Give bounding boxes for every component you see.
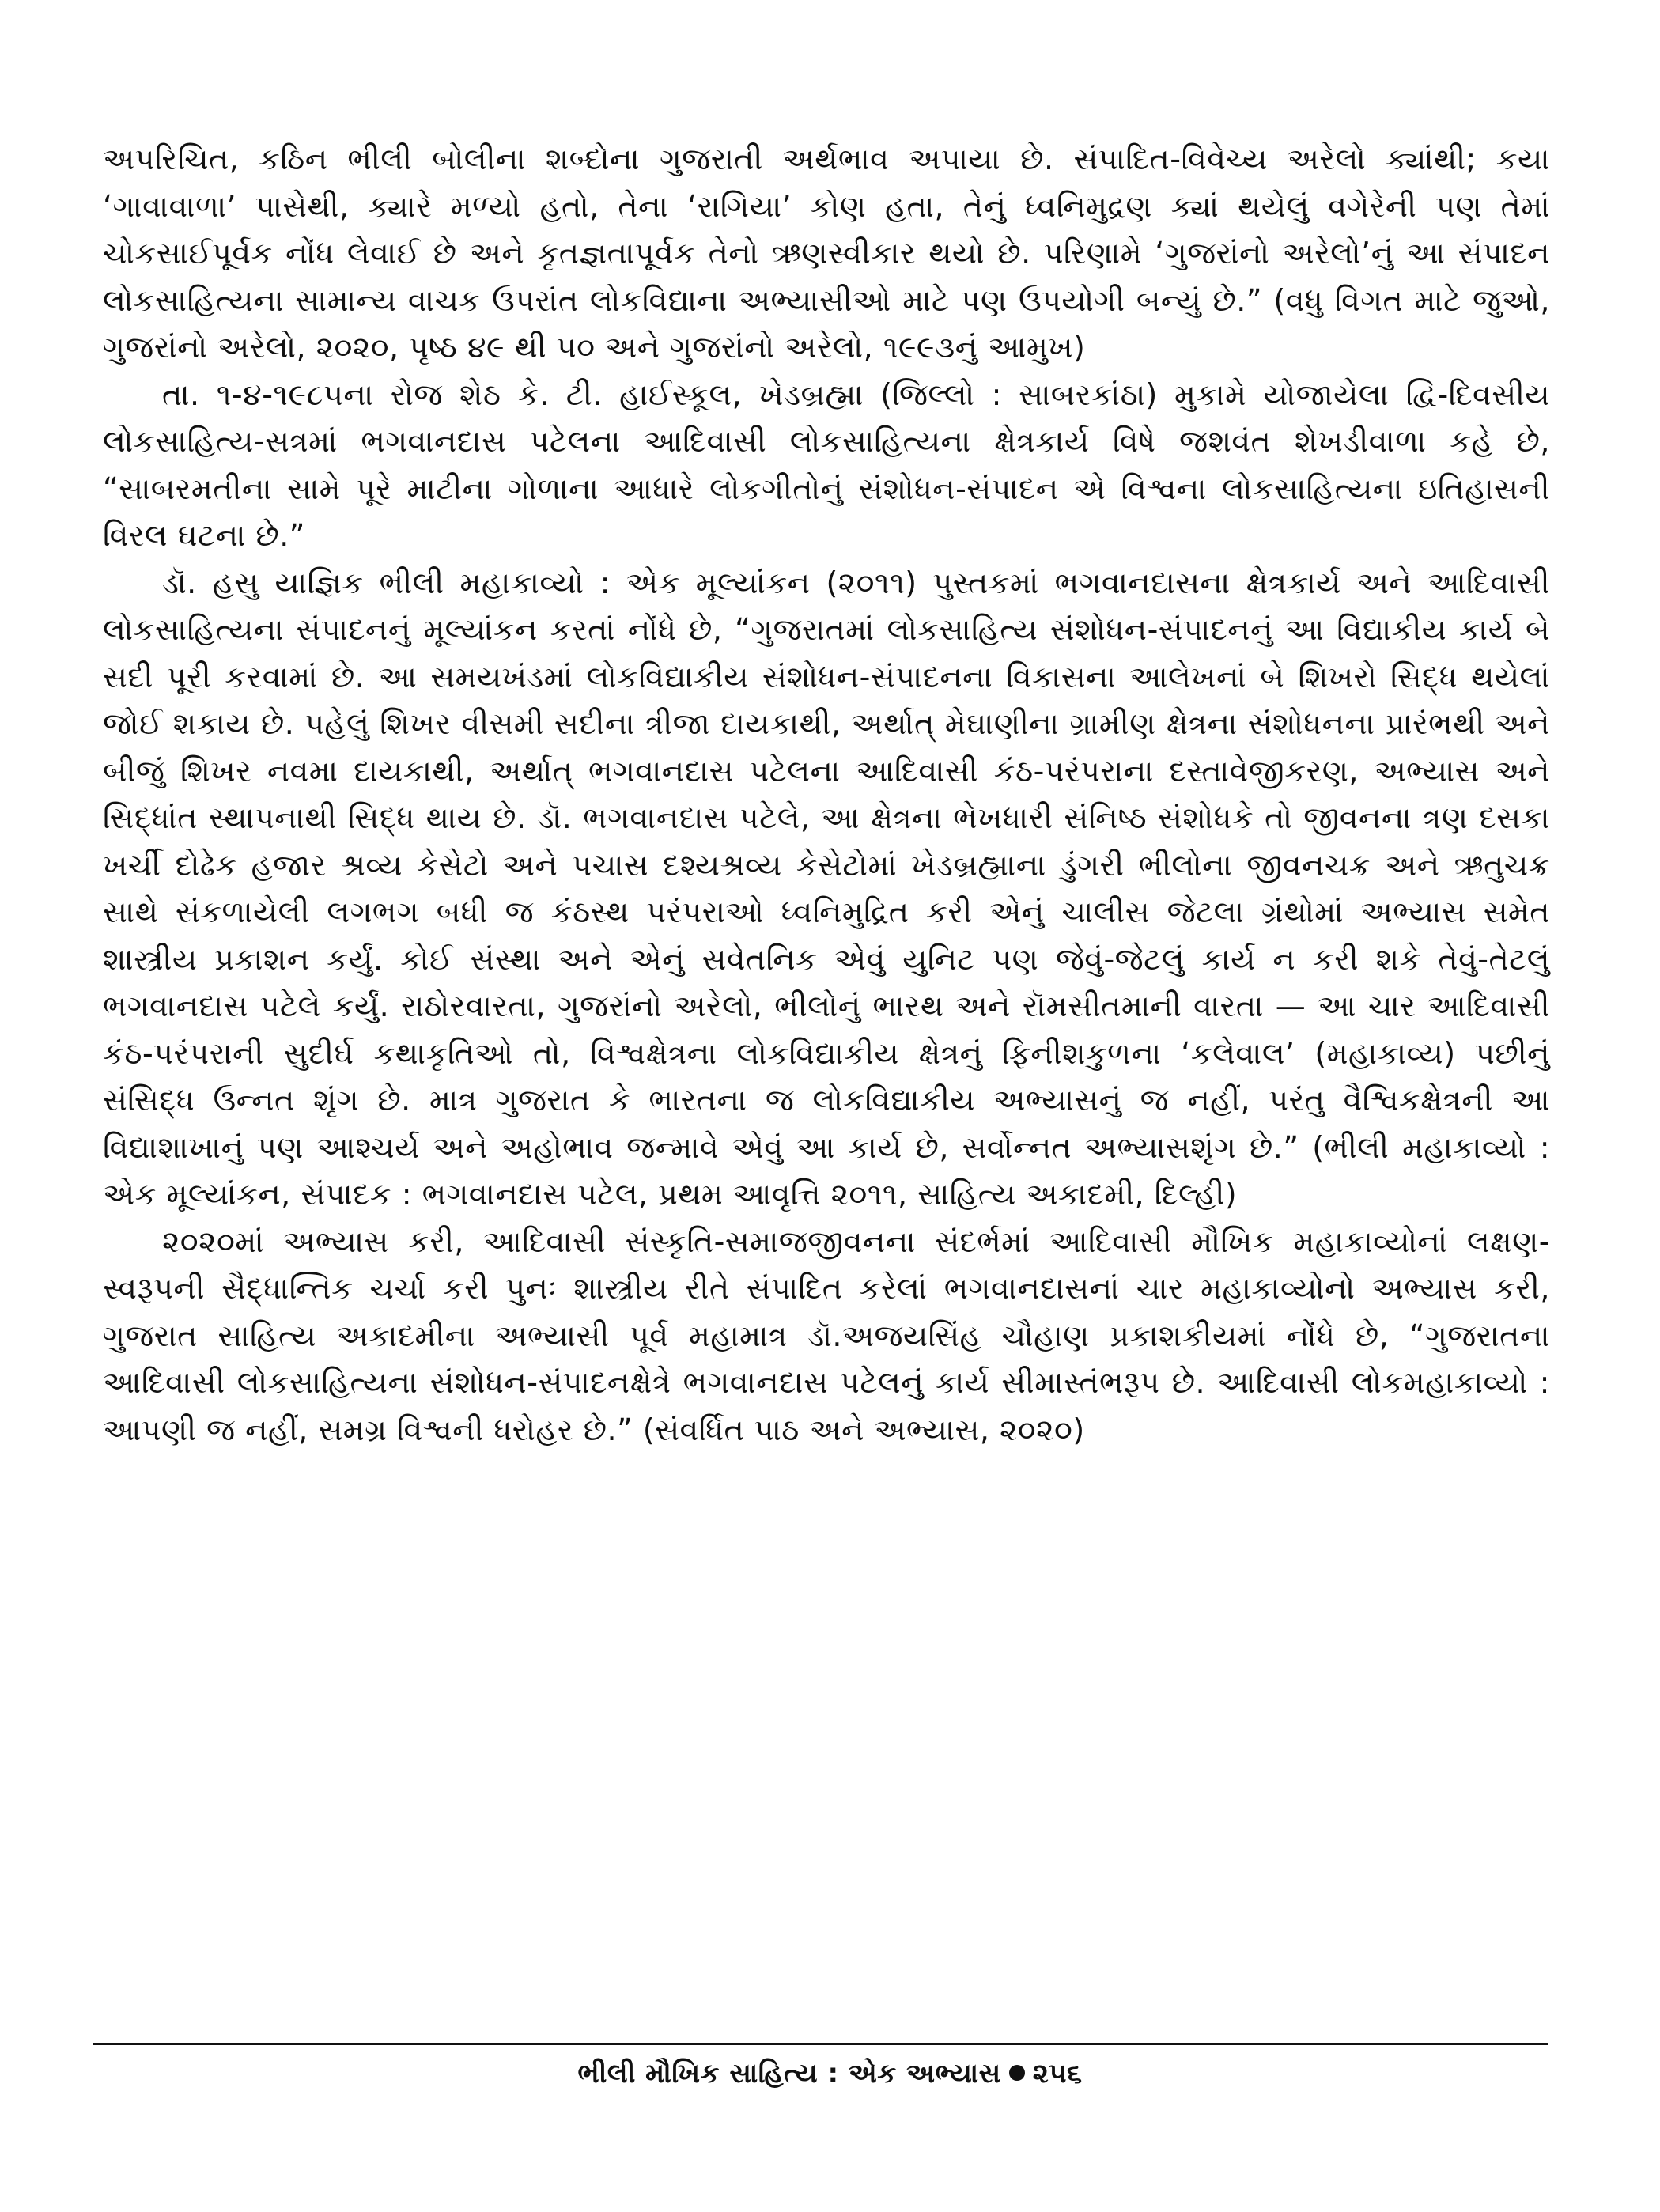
page-number: ૨૫૬ — [1032, 2058, 1083, 2089]
page-footer — [0, 2058, 1660, 2089]
body-text — [103, 136, 1550, 1454]
paragraph-shekhdiwala-quote: તા. ૧-૪-૧૯૮૫ના રોજ શેઠ કે. ટી. હાઈસ્કૂલ, ખેડબ્રહ્મા (જિલ્લો : સાબરકાંઠા) મુકામે યોજાયેલા દ્વિ-દિવસીય લોકસાહિત્ય-સત્રમાં ભગવાનદાસ પટેલના આદિવાસી લોકસાહિત્યના ક્ષેત્રકાર્ય વિષે જશવંત શેખડીવાળા કહે છે, “સાબરમતીના સામે પૂરે માટીના ગોળાના આધારે લોકગીતોનું સંશોધન-સંપાદન એ વિશ્વના લોકસાહિત્યના ઇતિહાસની વિરલ ઘટના છે.” — [103, 376, 1550, 553]
paragraph-yagnik-quote: ડૉ. હસુ યાજ્ઞિક ભીલી મહાકાવ્યો : એક મૂલ્યાંકન (૨૦૧૧) પુસ્તકમાં ભગવાનદાસના ક્ષેત્રકાર્ય અને આદિવાસી લોકસાહિત્યના સંપાદનનું મૂલ્યાંકન કરતાં નોંધે છે, “ગુજરાતમાં લોકસાહિત્ય સંશોધન-સંપાદનનું આ વિદ્યાકીય કાર્ય બે સદી પૂરી કરવામાં છે. આ સમયખંડમાં લોકવિદ્યાકીય સંશોધન-સંપાદનના વિકાસના આલેખનાં બે શિખરો સિદ્ધ થયેલાં જોઈ શકાય છે. પહેલું શિખર વીસમી સદીના ત્રીજા દાયકાથી, અર્થાત્ મેઘાણીના ગ્રામીણ ક્ષેત્રના સંશોધનના પ્રારંભથી અને બીજું શિખર નવમા દાયકાથી, અર્થાત્ ભગવાનદાસ પટેલના આદિવાસી કંઠ-પરંપરાના દસ્તાવેજીકરણ, અભ્યાસ અને સિદ્ધાંત સ્થાપનાથી સિદ્ધ થાય છે. ડૉ. ભગવાનદાસ પટેલે, આ ક્ષેત્રના ભેખધારી સંનિષ્ઠ સંશોધકે તો જીવનના ત્રણ દસકા ખર્ચી દોઢેક હજાર શ્રવ્ય કેસેટો અને પચાસ દશ્યશ્રવ્ય કેસેટોમાં ખેડબ્રહ્માના ડુંગરી ભીલોના જીવનચક્ર અને ઋતુચક્ર સાથે સંકળાયેલી લગભગ બધી જ કંઠસ્થ પરંપરાઓ ધ્વનિમુદ્રિત કરી એનું ચાલીસ જેટલા ગ્રંથોમાં અભ્યાસ સમેત શાસ્ત્રીય પ્રકાશન કર્યું. કોઈ સંસ્થા અને એનું સવેતનિક એવું યુનિટ પણ જેવું-જેટલું કાર્ય ન કરી શકે તેવું-તેટલું ભગવાનદાસ પટેલે કર્યું. રાઠોરવારતા, ગુજરાંનો અરેલો, ભીલોનું ભારથ અને રૉમસીતમાની વારતા — આ ચાર આદિવાસી કંઠ-પરંપરાની સુદીર્ઘ કથાકૃતિઓ તો, વિશ્વક્ષેત્રના લોકવિદ્યાકીય ક્ષેત્રનું ફિનીશકુળના ‘કલેવાલ’ (મહાકાવ્ય) પછીનું સંસિદ્ધ ઉન્નત શૃંગ છે. માત્ર ગુજરાત કે ભારતના જ લોકવિદ્યાકીય અભ્યાસનું જ નહીં, પરંતુ વૈશ્વિકક્ષેત્રની આ વિદ્યાશાખાનું પણ આશ્ચર્ય અને અહોભાવ જન્માવે એવું આ કાર્ય છે, સર્વોન્નત અભ્યાસશૃંગ છે.” (ભીલી મહાકાવ્યો : એક મૂલ્યાંકન, સંપાદક : ભગવાનદાસ પટેલ, પ્રથમ આવૃત્તિ ૨૦૧૧, સાહિત્ય અકાદમી, દિલ્હી) — [103, 565, 1550, 1212]
paragraph-chauhan-quote: ૨૦૨૦માં અભ્યાસ કરી, આદિવાસી સંસ્કૃતિ-સમાજજીવનના સંદર્ભમાં આદિવાસી મૌખિક મહાકાવ્યોનાં લક્ષણ-સ્વરૂપની સૈદ્ધાન્તિક ચર્ચા કરી પુનઃ શાસ્ત્રીય રીતે સંપાદિત કરેલાં ભગવાનદાસનાં ચાર મહાકાવ્યોનો અભ્યાસ કરી, ગુજરાત સાહિત્ય અકાદમીના અભ્યાસી પૂર્વ મહામાત્ર ડૉ.અજયસિંહ ચૌહાણ પ્રકાશકીયમાં નોંધે છે, “ગુજરાતના આદિવાસી લોકસાહિત્યના સંશોધન-સંપાદનક્ષેત્રે ભગવાનદાસ પટેલનું કાર્ય સીમાસ્તંભરૂપ છે. આદિવાસી લોકમહાકાવ્યો : આપણી જ નહીં, સમગ્ર વિશ્વની ધરોહર છે.” (સંવર્ધિત પાઠ અને અભ્યાસ, ૨૦૨૦) — [103, 1223, 1550, 1447]
footer-divider — [93, 2043, 1548, 2045]
paragraph-continuation: અપરિચિત, કઠિન ભીલી બોલીના શબ્દોના ગુજરાતી અર્થભાવ અપાયા છે. સંપાદિત-વિવેચ્ય અરેલો ક્યાંથી; કયા ‘ગાવાવાળા’ પાસેથી, ક્યારે મળ્યો હતો, તેના ‘રાગિયા’ કોણ હતા, તેનું ધ્વનિમુદ્રણ ક્યાં થયેલું વગેરેની પણ તેમાં ચોકસાઈપૂર્વક નોંધ લેવાઈ છે અને કૃતજ્ઞતાપૂર્વક તેનો ઋણસ્વીકાર થયો છે. પરિણામે ‘ગુજરાંનો અરેલો’નું આ સંપાદન લોકસાહિત્યના સામાન્ય વાચક ઉપરાંત લોકવિદ્યાના અભ્યાસીઓ માટે પણ ઉપયોગી બન્યું છે.” (વધુ વિગત માટે જુઓ, ગુજરાંનો અરેલો, ૨૦૨૦, પૃષ્ઠ ૪૯ થી ૫૦ અને ગુજરાંનો અરેલો, ૧૯૯૩નું આમુખ) — [103, 142, 1550, 365]
bullet-icon — [1009, 2065, 1025, 2081]
footer-book-title: ભીલી મૌખિક સાહિત્ય : એક અભ્યાસ — [577, 2058, 1001, 2089]
